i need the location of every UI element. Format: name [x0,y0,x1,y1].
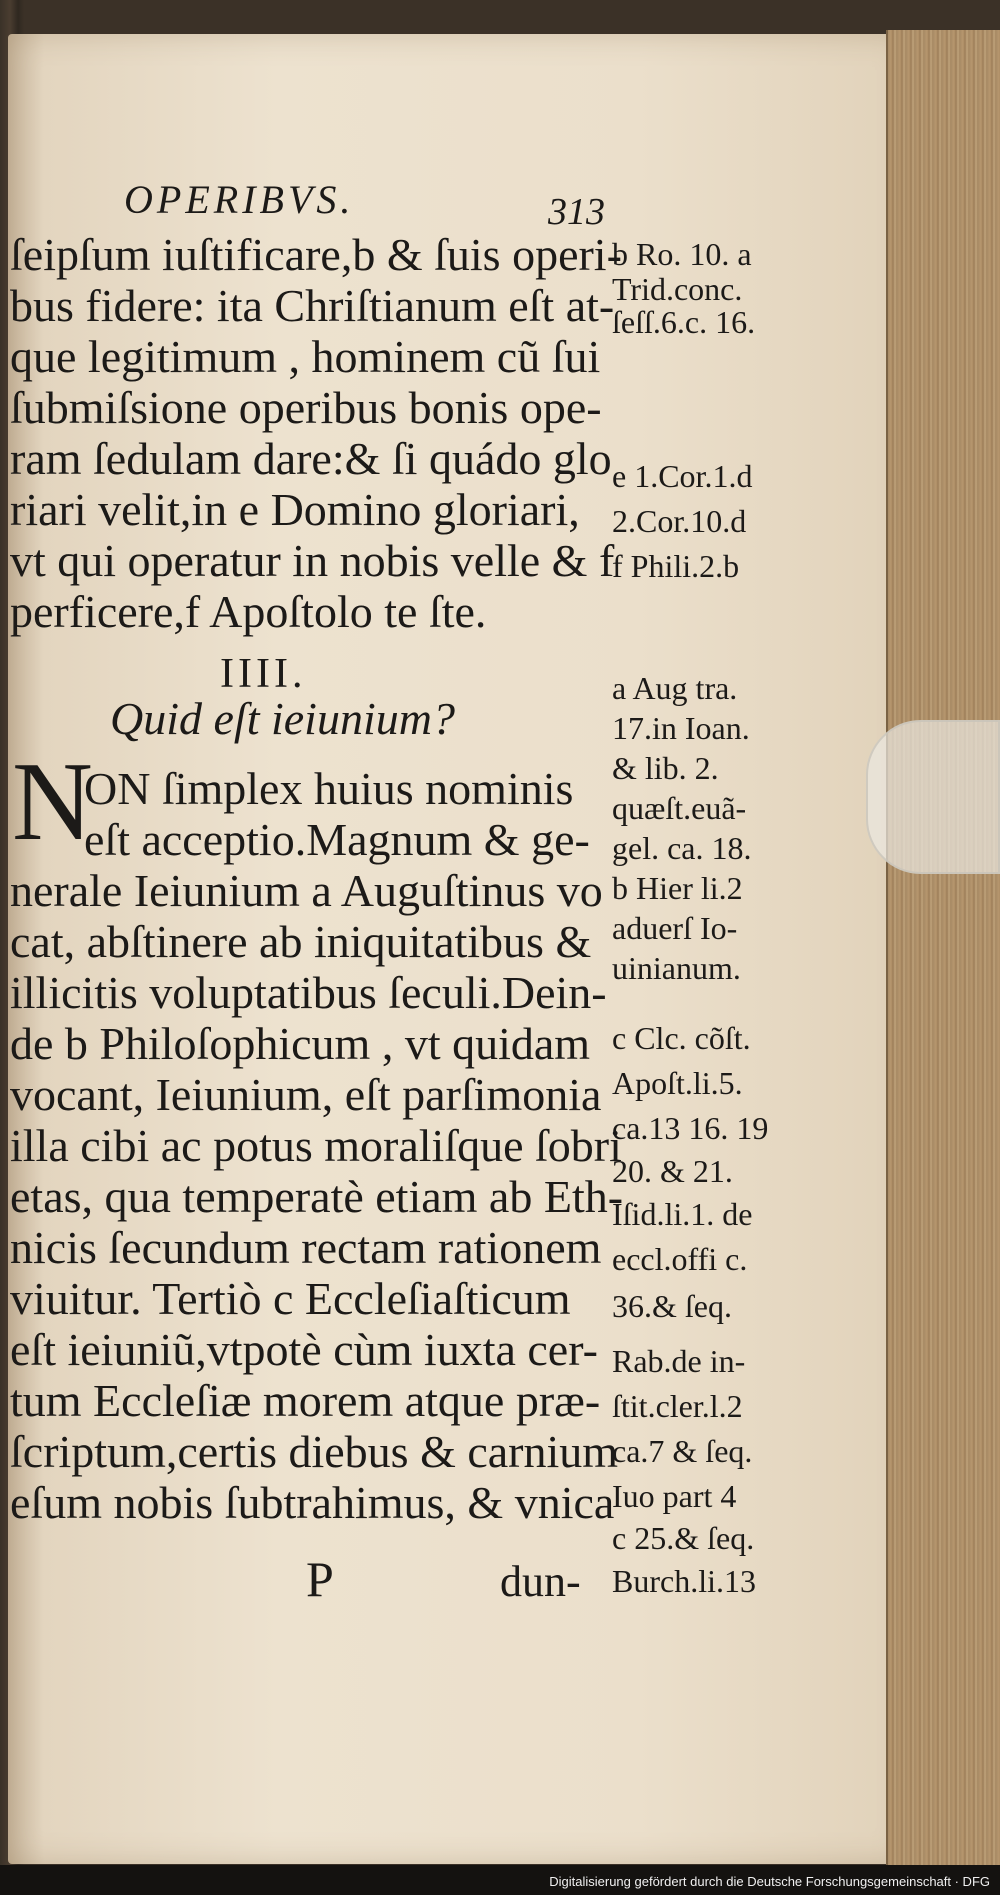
text-line: eſt acceptio.Magnum & ge- [84,814,590,865]
text-line: que legitimum , hominem cũ ſui [10,331,601,382]
credit-bar [0,1865,1000,1895]
text-line: nicis ſecundum rectam rationem [10,1222,602,1273]
margin-note: Apoſt.li.5. [612,1065,743,1101]
margin-note: a Aug tra. [612,670,738,706]
margin-note: quæſt.euã- [612,790,747,826]
text-line: illicitis voluptatibus ſeculi.Dein- [10,967,607,1018]
text-line: nerale Ieiunium a Auguſtinus vo [10,865,603,916]
text-line: viuitur. Tertiò c Eccleſiaſticum [10,1273,571,1324]
margin-note: 17.in Ioan. [612,710,750,746]
margin-note: c Clc. cõſt. [612,1020,751,1056]
margin-note: ſtit.cler.l.2 [612,1388,743,1424]
credit-text: Digitalisierung gefördert durch die Deutsche Forschungsgemeinschaft · DFG [549,1874,990,1889]
text-line: eſt ieiuniũ,vtpotè cùm iuxta cer- [10,1324,598,1375]
text-line: cat, abſtinere ab iniquitatibus & [10,916,592,967]
signature-mark: P [306,1551,334,1607]
text-line: eſum nobis ſubtrahimus, & vnica [10,1477,615,1528]
text-line: ſeipſum iuſtificare,b & ſuis operi- [10,229,622,280]
section-number: IIII. [220,651,307,697]
margin-note: 36.& ſeq. [612,1288,732,1324]
text-line: ſubmiſsione operibus bonis ope- [10,382,602,433]
margin-note: Burch.li.13 [612,1563,756,1599]
margin-note: Iſid.li.1. de [612,1196,753,1232]
text-line: vt qui operatur in nobis velle & f [10,535,615,586]
margin-note: b Ro. 10. a [612,236,752,272]
text-line: riari velit,in e Domino gloriari, [10,484,580,535]
margin-note: ca.13 16. 19 [612,1110,769,1146]
margin-note: Trid.conc. [612,271,743,307]
margin-note: 2.Cor.10.d [612,503,747,539]
margin-note: Iuo part 4 [612,1478,737,1514]
margin-note: ca.7 & ſeq. [612,1433,753,1469]
margin-note: b Hier li.2 [612,870,743,906]
margin-note: c 25.& ſeq. [612,1520,755,1556]
page-number: 313 [548,191,605,233]
text-line: bus fidere: ita Chriſtianum eſt at- [10,280,615,331]
text-line: ON ſimplex huius nominis [84,763,574,814]
margin-note: eccl.offi c. [612,1241,748,1277]
text-line: ſcriptum,certis diebus & carnium [10,1426,619,1477]
section-question: Quid eſt ieiunium? [110,693,455,744]
running-title: OPERIBVS. [124,177,355,222]
text-line: illa cibi ac potus moraliſque ſobri [10,1120,622,1171]
text-line: de b Philoſophicum , vt quidam [10,1018,591,1069]
book-fore-edge [886,30,1000,1870]
margin-note: e 1.Cor.1.d [612,458,753,494]
catchword: dun- [500,1557,581,1606]
text-line: ram ſedulam dare:& ſi quádo glo [10,433,612,484]
page-clip-tab [866,720,1000,874]
margin-note: uinianum. [612,950,741,986]
margin-note: Rab.de in- [612,1343,746,1379]
margin-note: f Phili.2.b [612,548,740,584]
margin-note: gel. ca. 18. [612,830,752,866]
text-line: vocant, Ieiunium, eſt parſimonia [10,1069,602,1120]
drop-cap: N [12,740,93,864]
margin-note: aduerſ Io- [612,910,738,946]
margin-note: 20. & 21. [612,1153,733,1189]
margin-note: ſeſſ.6.c. 16. [612,304,756,340]
text-line: etas, qua temperatè etiam ab Eth- [10,1171,624,1222]
text-line: perficere,f Apoſtolo te ſte. [10,586,487,637]
text-line: tum Eccleſiæ morem atque præ- [10,1375,601,1426]
margin-note: & lib. 2. [612,750,719,786]
